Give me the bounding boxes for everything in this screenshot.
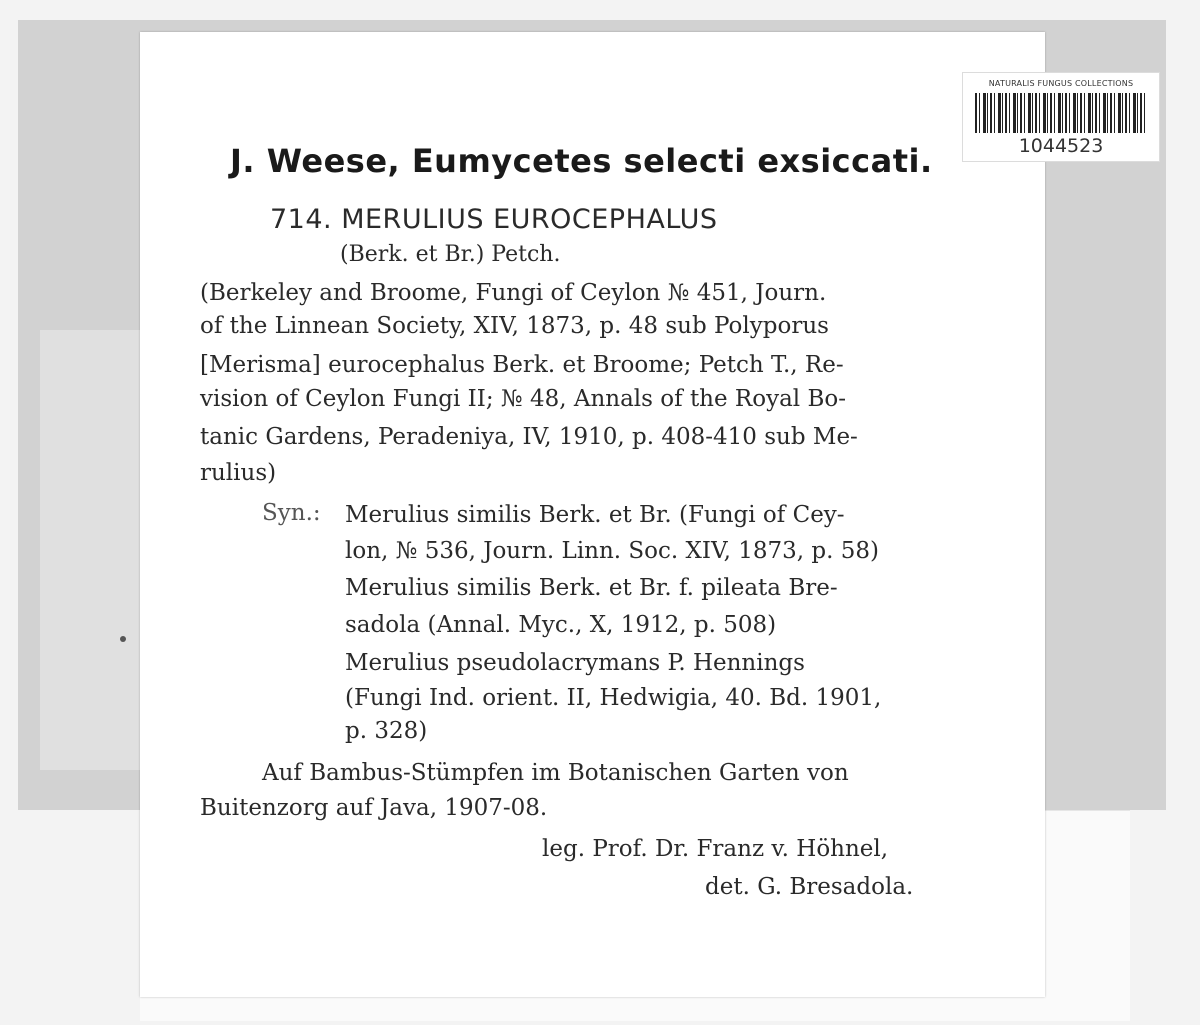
species-author: (Berk. et Br.) Petch. [340, 242, 561, 267]
reference-line: (Berkeley and Broome, Fungi of Ceylon № 451, Journ. [200, 280, 827, 306]
habitat-line: Auf Bambus-Stümpfen im Botanischen Garten von [262, 760, 849, 786]
synonym-line: Merulius similis Berk. et Br. f. pileata Bre- [345, 575, 838, 601]
barcode-sticker [962, 72, 1160, 162]
barcode-collection-text: NATURALIS FUNGUS COLLECTIONS [988, 79, 1134, 88]
exsiccata-header: J. Weese, Eumycetes selecti exsiccati. [230, 142, 933, 180]
sheet-shadow-strip [40, 330, 140, 770]
barcode-bars [975, 93, 1147, 133]
synonym-label: Syn.: [262, 500, 321, 526]
synonym-line: Merulius pseudolacrymans P. Hennings [345, 650, 805, 676]
reference-line: tanic Gardens, Peradeniya, IV, 1910, p. 408-410 sub Me- [200, 424, 858, 450]
collector-line: leg. Prof. Dr. Franz v. Höhnel, [542, 836, 889, 862]
synonym-line: p. 328) [345, 718, 428, 744]
barcode-number: 1044523 [1018, 135, 1104, 157]
synonym-line: (Fungi Ind. orient. II, Hedwigia, 40. Bd. 1901, [345, 685, 882, 711]
reference-line: of the Linnean Society, XIV, 1873, p. 48 sub Polyporus [200, 313, 829, 339]
specimen-speck [120, 636, 126, 642]
synonym-line: Merulius similis Berk. et Br. (Fungi of Cey- [345, 502, 845, 528]
species-title: 714. MERULIUS EUROCEPHALUS [270, 204, 718, 235]
habitat-line: Buitenzorg auf Java, 1907-08. [200, 795, 548, 821]
synonym-line: sadola (Annal. Myc., X, 1912, p. 508) [345, 612, 777, 638]
reference-line: rulius) [200, 460, 277, 486]
synonym-line: lon, № 536, Journ. Linn. Soc. XIV, 1873, p. 58) [345, 538, 879, 564]
reference-line: [Merisma] eurocephalus Berk. et Broome; Petch T., Re- [200, 352, 844, 378]
reference-line: vision of Ceylon Fungi II; № 48, Annals of the Royal Bo- [200, 386, 846, 412]
determiner-line: det. G. Bresadola. [705, 874, 914, 900]
